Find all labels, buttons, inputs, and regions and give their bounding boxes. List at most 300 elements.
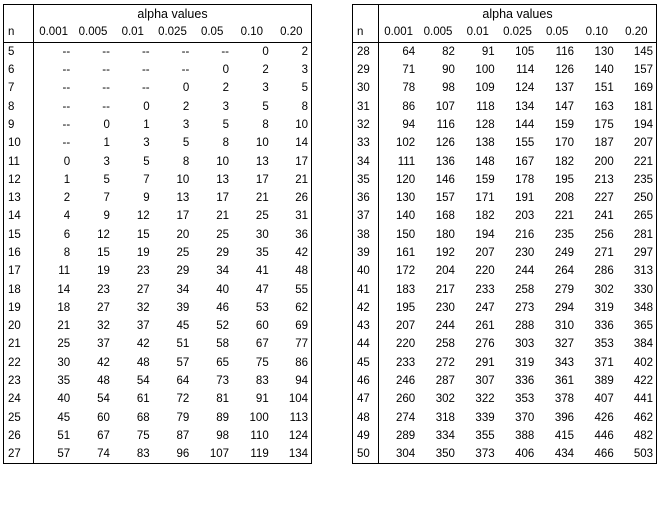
alpha-header: 0.005 <box>73 23 113 42</box>
table-row <box>4 152 312 170</box>
value-cell: 34 <box>216 265 230 278</box>
value-cell: 2 <box>301 45 308 58</box>
table-row <box>4 335 312 353</box>
value-cell: 302 <box>594 283 614 296</box>
value-cell: 14 <box>295 137 308 150</box>
value-cell: 289 <box>396 429 416 442</box>
value-cell: 258 <box>435 338 455 351</box>
n-cell: 36 <box>353 189 379 207</box>
value-cell: 42 <box>97 356 110 369</box>
value-cell: 220 <box>396 338 416 351</box>
value-cell: 157 <box>633 64 653 77</box>
value-cell: 322 <box>475 393 495 406</box>
value-cell: 91 <box>255 393 269 406</box>
value-cell: 14 <box>57 283 71 296</box>
value-cell: 271 <box>594 247 614 259</box>
value-cell: 3 <box>222 100 230 113</box>
value-cell: 67 <box>97 429 110 442</box>
value-cell: 65 <box>216 356 230 369</box>
value-cell: -- <box>102 45 110 58</box>
value-cell: 370 <box>515 411 535 424</box>
n-cell: 28 <box>353 42 379 61</box>
value-cell: 187 <box>594 137 614 150</box>
value-cell: 2 <box>222 82 230 95</box>
value-cell: 350 <box>435 448 455 461</box>
n-cell: 30 <box>353 79 379 97</box>
alpha-header: 0.05 <box>537 23 577 42</box>
n-cell: 26 <box>4 427 34 445</box>
value-cell: 64 <box>402 45 416 58</box>
n-cell: 15 <box>4 226 34 244</box>
corner-cell <box>4 5 34 24</box>
n-cell: 20 <box>4 317 34 335</box>
value-cell: 220 <box>475 265 495 278</box>
value-cell: 21 <box>295 173 308 186</box>
value-cell: 4 <box>63 210 71 223</box>
value-cell: -- <box>181 64 190 77</box>
value-cell: 136 <box>435 155 455 168</box>
value-cell: 217 <box>435 283 455 296</box>
value-cell: 230 <box>515 247 535 259</box>
value-cell: 60 <box>255 320 269 333</box>
n-cell: 31 <box>353 97 379 115</box>
n-cell: 14 <box>4 207 34 225</box>
table-row <box>353 79 657 97</box>
value-cell: 336 <box>515 375 535 388</box>
alpha-header: 0.025 <box>498 23 538 42</box>
value-cell: 54 <box>136 375 150 388</box>
value-cell: 26 <box>295 192 308 205</box>
n-cell: 48 <box>353 409 379 427</box>
value-cell: 170 <box>554 137 575 150</box>
value-cell: 168 <box>435 210 455 223</box>
value-cell: 98 <box>216 429 230 442</box>
table-row <box>4 207 312 225</box>
value-cell: 0 <box>262 45 269 58</box>
value-cell: 415 <box>554 429 575 442</box>
value-cell: 32 <box>97 320 110 333</box>
value-cell: 2 <box>63 192 71 205</box>
value-cell: 39 <box>176 301 190 314</box>
value-cell: 30 <box>57 356 71 369</box>
value-cell: 159 <box>475 173 495 186</box>
value-cell: 303 <box>515 338 535 351</box>
value-cell: 373 <box>475 448 495 461</box>
value-cell: 57 <box>176 356 190 369</box>
value-cell: 169 <box>633 82 653 95</box>
value-cell: 58 <box>216 338 230 351</box>
value-cell: 17 <box>255 173 269 186</box>
value-cell: 355 <box>475 429 495 442</box>
value-cell: 126 <box>435 137 455 150</box>
value-cell: 261 <box>475 320 495 333</box>
value-cell: 90 <box>442 64 455 77</box>
value-cell: 9 <box>103 210 110 223</box>
table-row <box>4 390 312 408</box>
value-cell: 286 <box>594 265 614 278</box>
value-cell: 195 <box>396 301 416 314</box>
value-cell: 62 <box>295 301 308 314</box>
value-cell: 258 <box>515 283 535 296</box>
value-cell: 134 <box>515 100 535 113</box>
table-row <box>4 409 312 427</box>
value-cell: 388 <box>515 429 535 442</box>
value-cell: 124 <box>515 82 535 95</box>
value-cell: 41 <box>255 265 269 278</box>
table-row <box>353 299 657 317</box>
value-cell: 441 <box>633 393 653 406</box>
table-row <box>353 207 657 225</box>
alpha-header: 0.20 <box>272 23 312 42</box>
value-cell: 130 <box>396 192 416 205</box>
table-body <box>353 5 657 464</box>
alpha-header: 0.05 <box>192 23 232 42</box>
value-cell: 61 <box>136 393 150 406</box>
value-cell: 60 <box>97 411 110 424</box>
value-cell: 23 <box>97 283 110 296</box>
value-cell: 77 <box>295 338 308 351</box>
table-row <box>353 390 657 408</box>
table-row <box>4 372 312 390</box>
value-cell: 57 <box>57 448 71 461</box>
value-cell: 272 <box>435 356 455 369</box>
table-row <box>353 152 657 170</box>
value-cell: 94 <box>295 375 308 388</box>
value-cell: 365 <box>633 320 653 333</box>
value-cell: 13 <box>216 173 230 186</box>
header-row <box>353 23 657 42</box>
value-cell: 130 <box>594 45 614 58</box>
value-cell: 157 <box>435 192 455 205</box>
value-cell: 34 <box>176 283 190 296</box>
value-cell: 256 <box>594 228 614 241</box>
value-cell: 3 <box>182 118 190 131</box>
n-cell: 27 <box>4 445 34 464</box>
value-cell: 446 <box>594 429 614 442</box>
n-cell: 17 <box>4 262 34 280</box>
value-cell: 51 <box>176 338 190 351</box>
value-cell: 313 <box>633 265 653 278</box>
value-cell: 13 <box>176 192 190 205</box>
value-cell: 137 <box>554 82 575 95</box>
value-cell: -- <box>62 82 71 95</box>
table-body <box>4 5 312 464</box>
table-title: alpha values <box>137 7 208 22</box>
n-cell: 10 <box>4 134 34 152</box>
value-cell: 87 <box>176 429 190 442</box>
value-cell: 144 <box>515 118 535 131</box>
value-cell: 396 <box>554 411 575 424</box>
alpha-header: 0.20 <box>617 23 657 42</box>
alpha-header: 0.001 <box>379 23 419 42</box>
value-cell: 297 <box>633 247 653 259</box>
value-cell: 249 <box>554 247 575 259</box>
table-row <box>4 299 312 317</box>
table-row <box>353 171 657 189</box>
value-cell: 111 <box>397 155 416 168</box>
value-cell: -- <box>62 64 71 77</box>
value-cell: 294 <box>554 301 575 314</box>
value-cell: -- <box>62 137 71 150</box>
value-cell: -- <box>141 45 150 58</box>
value-cell: 260 <box>396 393 416 406</box>
n-header: n <box>4 23 34 42</box>
value-cell: 466 <box>594 448 614 461</box>
value-cell: 10 <box>216 155 230 168</box>
value-cell: 69 <box>295 320 308 333</box>
value-cell: 0 <box>222 64 230 77</box>
n-cell: 13 <box>4 189 34 207</box>
table-row <box>4 42 312 61</box>
value-cell: 3 <box>262 82 269 95</box>
value-cell: 73 <box>216 375 230 388</box>
critical-values-table-right <box>352 4 657 464</box>
value-cell: 150 <box>396 228 416 241</box>
table-row <box>4 116 312 134</box>
table-title: alpha values <box>482 7 553 22</box>
n-cell: 8 <box>4 97 34 115</box>
value-cell: 30 <box>255 228 269 241</box>
value-cell: 250 <box>633 192 653 205</box>
value-cell: 119 <box>250 448 269 461</box>
table-row <box>353 244 657 262</box>
value-cell: 100 <box>249 411 269 424</box>
value-cell: 422 <box>633 375 653 388</box>
value-cell: 276 <box>475 338 495 351</box>
value-cell: 192 <box>435 247 455 259</box>
table-row <box>4 189 312 207</box>
value-cell: 194 <box>475 228 495 241</box>
n-cell: 32 <box>353 116 379 134</box>
value-cell: 195 <box>554 173 575 186</box>
value-cell: 7 <box>143 173 150 186</box>
value-cell: 307 <box>475 375 495 388</box>
value-cell: 37 <box>97 338 110 351</box>
n-cell: 34 <box>353 152 379 170</box>
value-cell: 235 <box>554 228 575 241</box>
value-cell: 114 <box>515 64 535 77</box>
value-cell: 36 <box>295 228 308 241</box>
value-cell: 216 <box>515 228 535 241</box>
value-cell: 319 <box>515 356 535 369</box>
value-cell: 5 <box>103 173 110 186</box>
value-cell: 13 <box>255 155 269 168</box>
n-cell: 35 <box>353 171 379 189</box>
value-cell: -- <box>141 64 150 77</box>
value-cell: 1 <box>143 118 150 131</box>
value-cell: 274 <box>396 411 416 424</box>
value-cell: 8 <box>63 247 71 259</box>
value-cell: 183 <box>396 283 416 296</box>
value-cell: 0 <box>63 155 71 168</box>
value-cell: 291 <box>475 356 495 369</box>
value-cell: 207 <box>475 247 495 259</box>
value-cell: 89 <box>216 411 230 424</box>
value-cell: 8 <box>262 118 269 131</box>
value-cell: -- <box>102 64 110 77</box>
value-cell: 68 <box>136 411 150 424</box>
table-row <box>353 61 657 79</box>
value-cell: 155 <box>515 137 535 150</box>
value-cell: 194 <box>633 118 653 131</box>
value-cell: 48 <box>136 356 150 369</box>
value-cell: 2 <box>262 64 269 77</box>
n-cell: 29 <box>353 61 379 79</box>
value-cell: 140 <box>594 64 614 77</box>
value-cell: 27 <box>97 301 110 314</box>
value-cell: 116 <box>555 45 575 58</box>
value-cell: 107 <box>209 448 230 461</box>
value-cell: 86 <box>295 356 308 369</box>
value-cell: 281 <box>633 228 653 241</box>
n-cell: 25 <box>4 409 34 427</box>
n-cell: 9 <box>4 116 34 134</box>
value-cell: 48 <box>295 265 308 278</box>
n-cell: 40 <box>353 262 379 280</box>
value-cell: 147 <box>554 100 575 113</box>
value-cell: 230 <box>435 301 455 314</box>
value-cell: 19 <box>136 247 150 259</box>
value-cell: 45 <box>176 320 190 333</box>
value-cell: 288 <box>515 320 535 333</box>
value-cell: 82 <box>442 45 455 58</box>
value-cell: 175 <box>594 118 614 131</box>
value-cell: 91 <box>481 45 495 58</box>
value-cell: 0 <box>182 82 190 95</box>
value-cell: 264 <box>554 265 575 278</box>
value-cell: 3 <box>103 155 110 168</box>
value-cell: 17 <box>295 155 308 168</box>
value-cell: 10 <box>295 118 308 131</box>
value-cell: 389 <box>594 375 614 388</box>
value-cell: 265 <box>633 210 653 223</box>
n-cell: 33 <box>353 134 379 152</box>
value-cell: 407 <box>594 393 614 406</box>
value-cell: 67 <box>255 338 269 351</box>
value-cell: 31 <box>295 210 308 223</box>
value-cell: 235 <box>633 173 653 186</box>
table-row <box>353 372 657 390</box>
table-row <box>4 97 312 115</box>
value-cell: 35 <box>255 247 269 259</box>
value-cell: 233 <box>475 283 495 296</box>
table-row <box>353 42 657 61</box>
alpha-header: 0.005 <box>418 23 458 42</box>
value-cell: 110 <box>250 429 269 442</box>
value-cell: -- <box>62 118 71 131</box>
value-cell: -- <box>62 100 71 113</box>
value-cell: 426 <box>594 411 614 424</box>
value-cell: 8 <box>182 155 190 168</box>
n-cell: 46 <box>353 372 379 390</box>
value-cell: 172 <box>396 265 416 278</box>
table-row <box>4 171 312 189</box>
value-cell: 25 <box>57 338 71 351</box>
table-row <box>4 244 312 262</box>
n-cell: 23 <box>4 372 34 390</box>
value-cell: 148 <box>475 155 495 168</box>
value-cell: 46 <box>216 301 230 314</box>
value-cell: 102 <box>396 137 416 150</box>
value-cell: 434 <box>554 448 575 461</box>
value-cell: 15 <box>136 228 150 241</box>
value-cell: 233 <box>396 356 416 369</box>
n-cell: 24 <box>4 390 34 408</box>
table-row <box>4 354 312 372</box>
value-cell: 40 <box>57 393 71 406</box>
value-cell: 29 <box>216 247 230 259</box>
value-cell: 402 <box>633 356 653 369</box>
value-cell: 75 <box>255 356 269 369</box>
value-cell: 221 <box>633 155 653 168</box>
value-cell: 15 <box>97 247 110 259</box>
value-cell: 107 <box>435 100 455 113</box>
value-cell: 353 <box>515 393 535 406</box>
value-cell: -- <box>141 82 150 95</box>
value-cell: 100 <box>475 64 495 77</box>
value-cell: 47 <box>255 283 269 296</box>
value-cell: 310 <box>554 320 575 333</box>
n-cell: 44 <box>353 335 379 353</box>
value-cell: 482 <box>633 429 653 442</box>
table-row <box>4 134 312 152</box>
value-cell: 138 <box>475 137 495 150</box>
n-cell: 18 <box>4 280 34 298</box>
n-header: n <box>353 23 379 42</box>
value-cell: 208 <box>554 192 575 205</box>
n-cell: 19 <box>4 299 34 317</box>
n-cell: 11 <box>4 152 34 170</box>
value-cell: 105 <box>515 45 535 58</box>
value-cell: 462 <box>633 411 653 424</box>
value-cell: 221 <box>554 210 575 223</box>
value-cell: 336 <box>594 320 614 333</box>
value-cell: 64 <box>176 375 190 388</box>
value-cell: 244 <box>435 320 455 333</box>
value-cell: 304 <box>396 448 416 461</box>
value-cell: 6 <box>63 228 71 241</box>
n-cell: 6 <box>4 61 34 79</box>
value-cell: 343 <box>554 356 575 369</box>
value-cell: 384 <box>633 338 653 351</box>
value-cell: 52 <box>216 320 230 333</box>
value-cell: 40 <box>216 283 230 296</box>
n-cell: 45 <box>353 354 379 372</box>
corner-cell <box>353 5 379 24</box>
value-cell: 83 <box>136 448 150 461</box>
value-cell: 11 <box>58 265 71 278</box>
value-cell: 72 <box>176 393 190 406</box>
value-cell: 246 <box>396 375 416 388</box>
value-cell: 128 <box>475 118 495 131</box>
value-cell: 151 <box>594 82 614 95</box>
value-cell: -- <box>62 45 71 58</box>
value-cell: 27 <box>136 283 150 296</box>
value-cell: 109 <box>475 82 495 95</box>
value-cell: 71 <box>402 64 416 77</box>
value-cell: 21 <box>255 192 269 205</box>
value-cell: 178 <box>515 173 535 186</box>
value-cell: 23 <box>136 265 150 278</box>
value-cell: 244 <box>515 265 535 278</box>
table-row <box>353 226 657 244</box>
value-cell: 79 <box>176 411 190 424</box>
value-cell: 8 <box>301 100 308 113</box>
value-cell: 1 <box>63 173 71 186</box>
alpha-header: 0.10 <box>577 23 617 42</box>
value-cell: 48 <box>97 375 110 388</box>
value-cell: 10 <box>176 173 190 186</box>
